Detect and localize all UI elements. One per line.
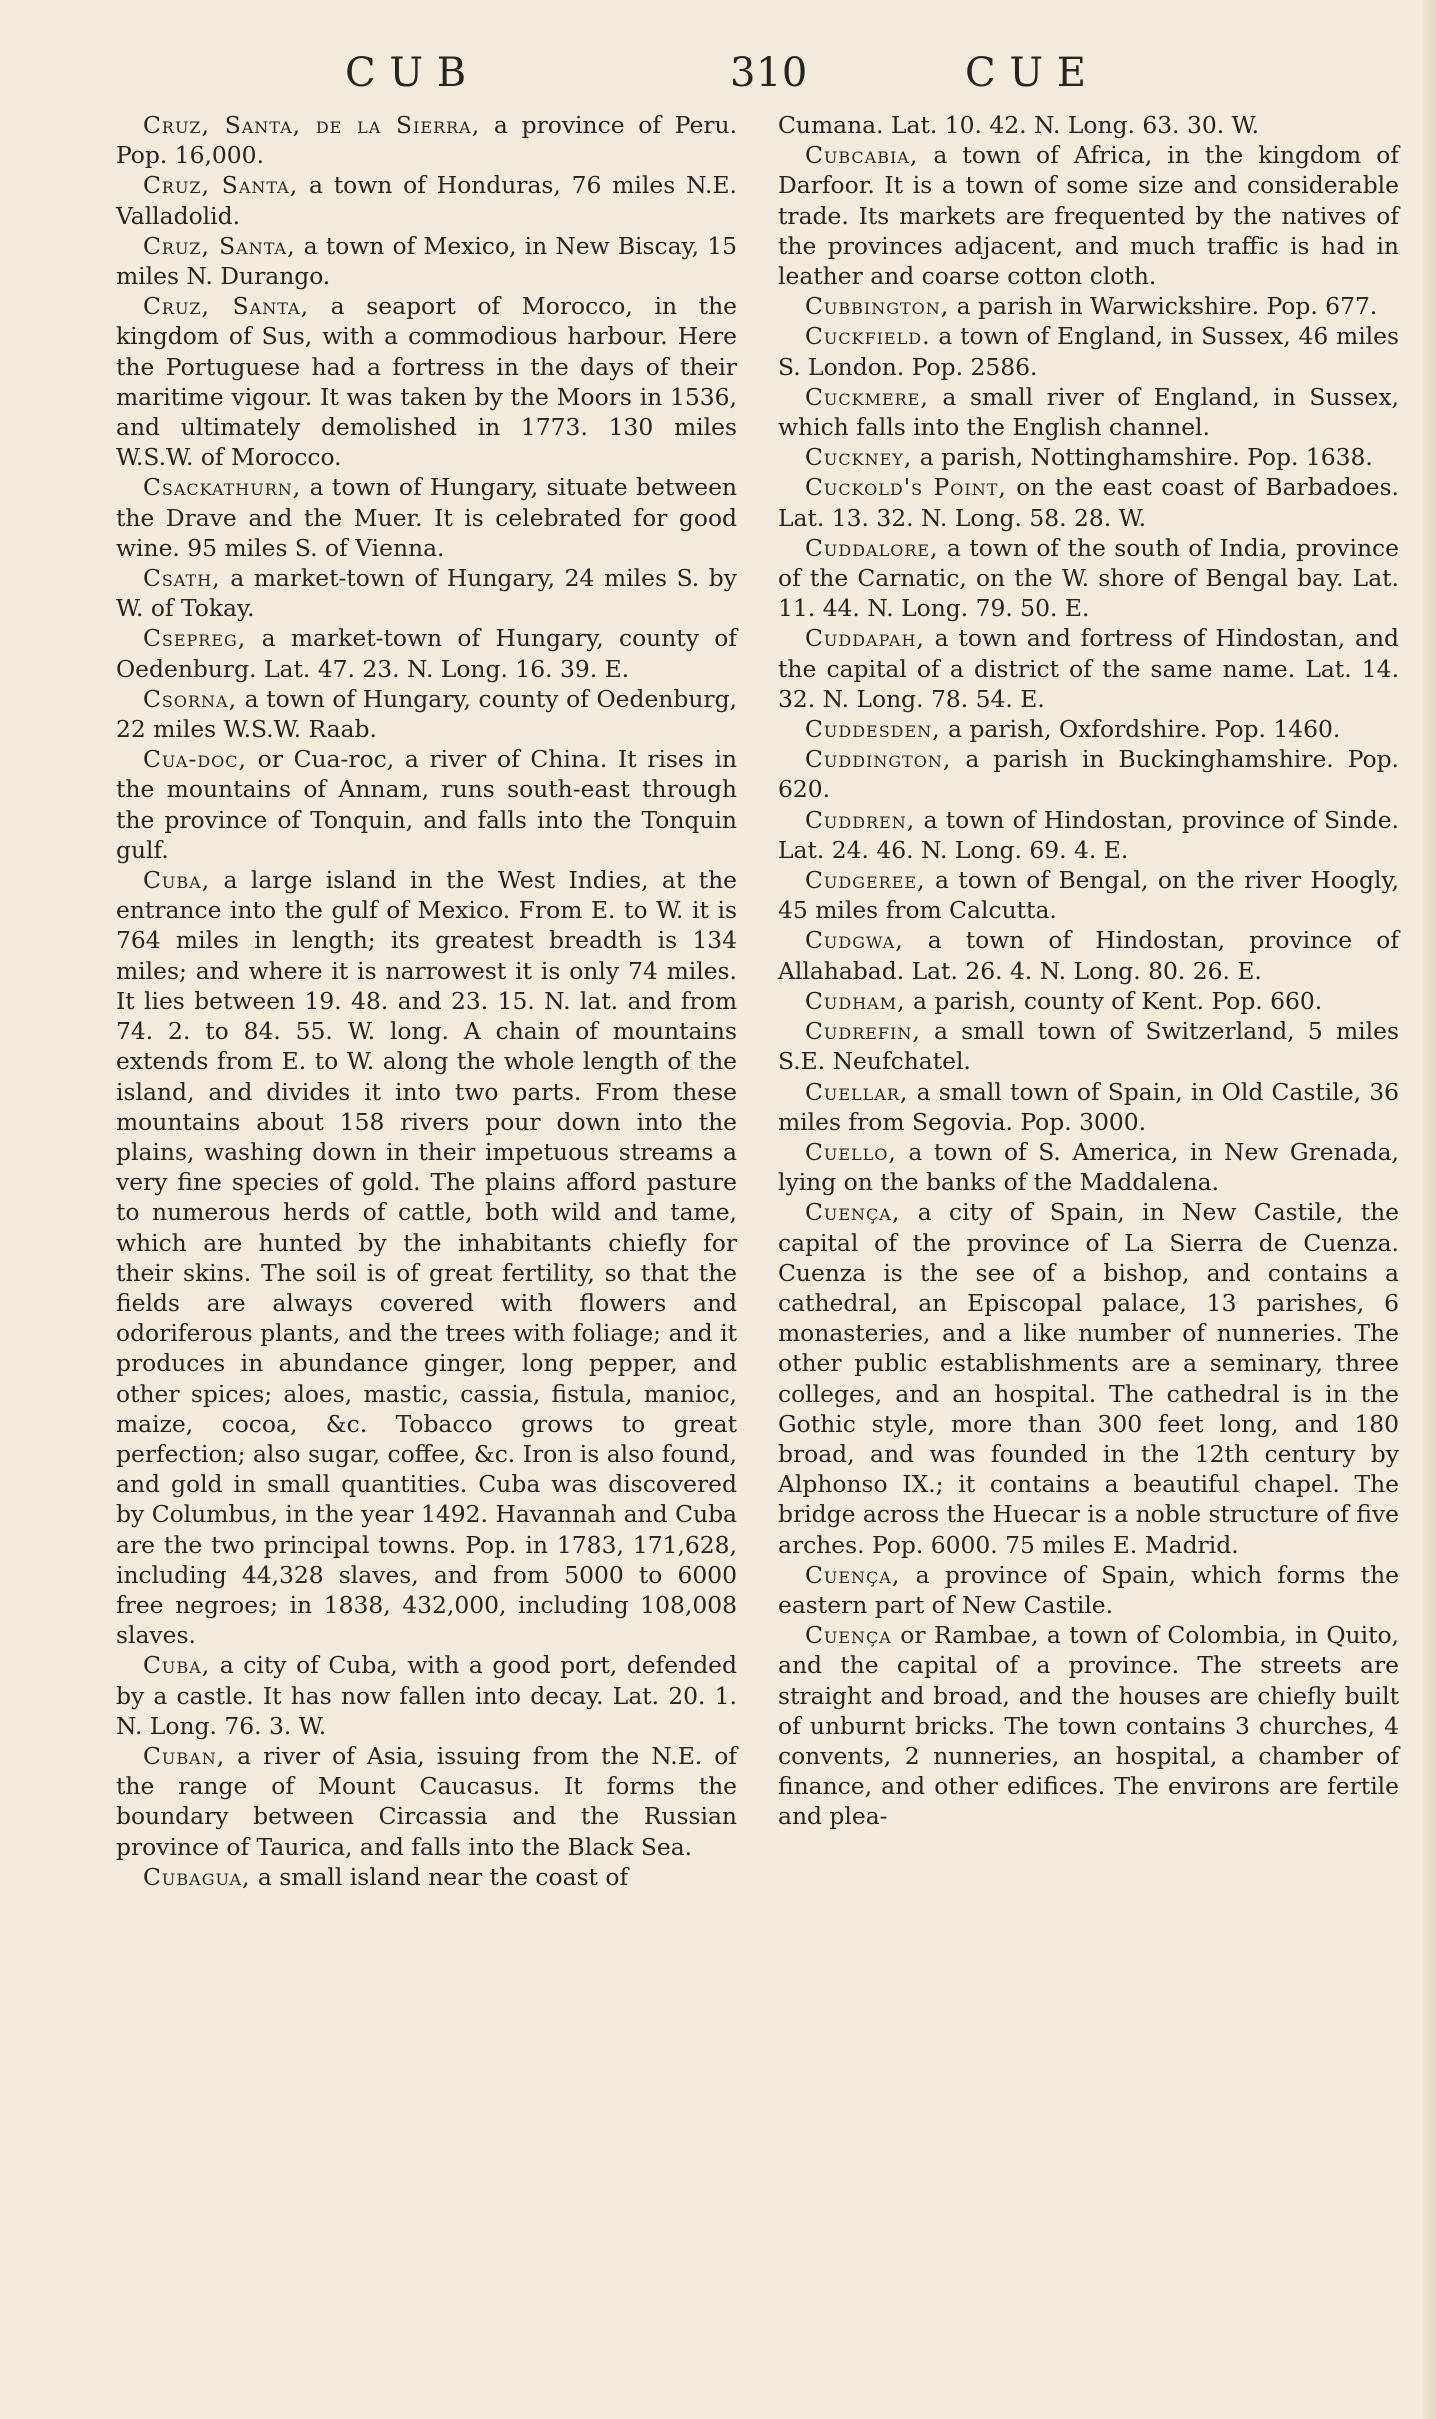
entry-headword: Cudgeree, <box>805 866 926 895</box>
right-column <box>778 110 1399 1832</box>
gazetteer-entry <box>778 1077 1399 1137</box>
gazetteer-entry <box>116 623 737 683</box>
entry-text: a small town of Spain, in Old Castile, 36 miles from Segovia. Pop. 3000. <box>778 1077 1399 1136</box>
entry-text: a city of Spain, in New Castile, the capital of the province of La Sierra de Cuenza. Cuenza is the see of a bishop, and contains a cathedral, an Episcopal palace, 13 parishes, 6 monasteries, and a like number of nunneries. The other public establishments are a seminary, three colleges, and an hospital. The cathedral is in the Gothic style, more than 300 feet long, and 180 broad, and was founded in the 12th century by Alphonso IX.; it contains a beautiful chapel. The bridge across the Huecar is a noble structure of five arches. Pop. 6000. 75 miles E. Madrid. <box>778 1198 1400 1559</box>
entry-text: a province of Spain, which forms the eastern part of New Castile. <box>778 1560 1399 1619</box>
gazetteer-entry <box>778 533 1399 624</box>
gazetteer-entry <box>116 1650 737 1741</box>
gazetteer-entry <box>778 321 1399 381</box>
entry-headword: Cuddapah, <box>805 624 925 653</box>
entry-text: or Rambae, a town of Colombia, in Quito, and the capital of a province. The streets are straight and broad, and the houses are chiefly built of unburnt bricks. The town contains 3 churches, 4 convents, 2 nunneries, an hospital, a chamber of finance, and other edifices. The environs are fertile and plea- <box>778 1621 1399 1831</box>
entry-text: or Cua-roc, a river of China. It rises in the mountains of Annam, runs south-east through the province of Tonquin, and falls into the Tonquin gulf. <box>116 745 737 864</box>
entry-text: a town of S. America, in New Grenada, lying on the banks of the Maddalena. <box>778 1137 1399 1197</box>
entry-text: a small island near the coast of <box>250 1862 629 1891</box>
gazetteer-entry <box>116 744 737 865</box>
entry-headword: Cuença <box>805 1621 892 1650</box>
left-column <box>116 110 737 1892</box>
entry-headword: Csackathurn, <box>143 473 302 502</box>
entry-headword: Cuckold's Point, <box>805 473 1007 502</box>
entry-headword: Cuckmere, <box>805 382 929 411</box>
entry-text: a parish, county of Kent. Pop. 660. <box>905 986 1323 1015</box>
entry-text: a market-town of Hungary, county of Oedenburg. Lat. 47. 23. N. Long. 16. 39. E. <box>116 624 737 683</box>
entry-text: a small town of Switzerland, 5 miles S.E. Neufchatel. <box>778 1017 1399 1076</box>
gazetteer-entry <box>778 865 1399 925</box>
gazetteer-entry <box>116 1741 737 1862</box>
entry-text: a town of Hindostan, province of Allahabad. Lat. 26. 4. N. Long. 80. 26. E. <box>778 926 1399 985</box>
entry-headword: Cudgwa, <box>805 926 904 955</box>
gazetteer-entry <box>116 110 737 170</box>
gazetteer-entry <box>778 442 1399 472</box>
entry-headword: Cuellar, <box>805 1077 909 1106</box>
gazetteer-entry <box>778 714 1399 744</box>
entry-headword: Cuban, <box>143 1741 226 1770</box>
running-header <box>0 50 1436 104</box>
entry-headword: Cuença, <box>805 1560 901 1589</box>
gazetteer-entry <box>116 1862 737 1892</box>
gazetteer-entry <box>778 623 1399 714</box>
entry-headword: Cudham, <box>805 986 906 1015</box>
entry-text: a town of Hungary, county of Oedenburg, 22 miles W.S.W. Raab. <box>116 684 737 744</box>
entry-headword: Cuello, <box>805 1137 897 1166</box>
entry-headword: Cuba, <box>143 1651 211 1680</box>
entry-text: a town of Hindostan, province of Sinde. Lat. 24. 46. N. Long. 69. 4. E. <box>778 805 1399 864</box>
gazetteer-entry <box>116 291 737 472</box>
gazetteer-entry <box>778 140 1399 291</box>
entry-headword: Cubagua, <box>143 1862 251 1891</box>
header-right-guideword: C U E <box>965 50 1087 96</box>
gazetteer-entry <box>116 231 737 291</box>
entry-text: a market-town of Hungary, 24 miles S. by W. of Tokay. <box>116 564 737 623</box>
entry-headword: Csorna, <box>143 684 238 713</box>
entry-headword: Cuddington, <box>805 745 952 774</box>
page-edge <box>1422 0 1436 2419</box>
entry-headword: Cubcabia, <box>805 141 919 170</box>
entry-headword: Cubbington, <box>805 292 950 321</box>
entry-headword: Cruz, Santa, de la Sierra, <box>143 111 481 139</box>
entry-text: a province of Peru. Pop. 16,000. <box>116 111 737 170</box>
entry-headword: Cudrefin, <box>805 1017 921 1046</box>
gazetteer-entry <box>778 472 1399 532</box>
entry-text: a town of Bengal, on the river Hoogly, 45 miles from Calcutta. <box>778 866 1399 925</box>
entry-headword: Cuddalore, <box>805 533 939 562</box>
entry-text: a city of Cuba, with a good port, defended by a castle. It has now fallen into decay. Lat. 20. 1. N. Long. 76. 3. W. <box>116 1651 737 1740</box>
entry-text: a town of England, in Sussex, 46 miles S. London. Pop. 2586. <box>778 322 1399 381</box>
gazetteer-entry <box>778 110 1399 140</box>
entry-text: a seaport of Morocco, in the kingdom of Sus, with a commodious harbour. Here the Portuguese had a fortress in the days of their maritime vigour. It was taken by the Moors in 1536, and ultimately demolished in 1773. 130 miles W.S.W. of Morocco. <box>116 292 737 472</box>
gazetteer-entry <box>778 1137 1399 1197</box>
entry-headword: Cua-doc, <box>143 745 247 774</box>
entry-text: a town of Mexico, in New Biscay, 15 miles N. Durango. <box>116 231 737 291</box>
entry-text: on the east coast of Barbadoes. Lat. 13. 32. N. Long. 58. 28. W. <box>778 473 1399 532</box>
gazetteer-entry <box>116 170 737 230</box>
entry-text: a town and fortress of Hindostan, and the capital of a district of the same name. Lat. 14. 32. N. Long. 78. 54. E. <box>778 624 1399 713</box>
entry-headword: Csath, <box>143 564 221 593</box>
entry-text: a parish, Oxfordshire. Pop. 1460. <box>940 715 1341 744</box>
gazetteer-entry <box>778 291 1399 321</box>
entry-text: Cumana. Lat. 10. 42. N. Long. 63. 30. W. <box>778 111 1260 139</box>
entry-headword: Cuença, <box>805 1198 901 1227</box>
page-number: 310 <box>730 50 808 96</box>
entry-text: a parish in Warwickshire. Pop. 677. <box>949 292 1378 321</box>
entry-headword: Cuckney, <box>805 443 913 472</box>
entry-text: a town of the south of India, province of the Carnatic, on the W. shore of Bengal bay. Lat. 11. 44. N. Long. 79. 50. E. <box>778 533 1399 623</box>
entry-text: a parish in Buckinghamshire. Pop. 620. <box>778 745 1399 804</box>
gazetteer-entry <box>116 865 737 1650</box>
gazetteer-entry <box>778 1560 1399 1620</box>
entry-text: a town of Africa, in the kingdom of Darfoor. It is a town of some size and considerable trade. Its markets are frequented by the natives of the provinces adjacent, and much traffic is had in leather and coarse cotton cloth. <box>778 141 1399 291</box>
header-left-guideword: C U B <box>345 50 467 96</box>
entry-text: a parish, Nottinghamshire. Pop. 1638. <box>912 443 1373 472</box>
gazetteer-entry <box>778 1016 1399 1076</box>
entry-text: a town of Hungary, situate between the Drave and the Muer. It is celebrated for good wine. 95 miles S. of Vienna. <box>116 473 737 562</box>
entry-text: a town of Honduras, 76 miles N.E. Valladolid. <box>116 171 737 230</box>
gazetteer-entry <box>778 986 1399 1016</box>
gazetteer-entry <box>116 472 737 563</box>
gazetteer-entry <box>116 563 737 623</box>
entry-headword: Cruz, Santa, <box>143 171 299 200</box>
entry-text: a river of Asia, issuing from the N.E. of the range of Mount Caucasus. It forms the boundary between Circassia and the Russian province of Taurica, and falls into the Black Sea. <box>116 1741 737 1861</box>
entry-headword: Cuddesden, <box>805 715 941 744</box>
gazetteer-entry <box>778 382 1399 442</box>
entry-headword: Csepreg, <box>143 624 247 653</box>
entry-headword: Cruz, Santa, <box>143 231 296 260</box>
gazetteer-entry <box>778 925 1399 985</box>
gazetteer-entry <box>778 805 1399 865</box>
gazetteer-entry <box>778 1197 1399 1559</box>
entry-text: a large island in the West Indies, at the entrance into the gulf of Mexico. From E. to W. it is 764 miles in length; its greatest breadth is 134 miles; and where it is narrowest it is only 74 miles. It lies between 19. 48. and 23. 15. N. lat. and from 74. 2. to 84. 55. W. long. A chain of mountains extends from E. to W. along the whole length of the island, and divides it into two parts. From these mountains about 158 rivers pour down into the plains, washing down in their impetuous streams a very fine species of gold. The plains afford pasture to numerous herds of cattle, both wild and tame, which are hunted by the inhabitants chiefly for their skins. The soil is of great fertility, so that the fields are always covered with flowers and odoriferous plants, and the trees with foliage; and it produces in abundance ginger, long pepper, and other spices; aloes, mastic, cassia, fistula, manioc, maize, cocoa, &c. Tobacco grows to great perfection; also sugar, coffee, &c. Iron is also found, and gold in small quantities. Cuba was discovered by Columbus, in the year 1492. Havannah and Cuba are the two principal towns. Pop. in 1783, 171,628, including 44,328 slaves, and from 5000 to 6000 free negroes; in 1838, 432,000, including 108,008 slaves. <box>116 866 737 1650</box>
entry-headword: Cruz, Santa, <box>143 292 310 321</box>
gazetteer-entry <box>116 684 737 744</box>
entry-headword: Cuddren, <box>805 805 916 834</box>
entry-headword: Cuckfield. <box>805 322 931 351</box>
gazetteer-entry <box>778 1620 1399 1831</box>
entry-headword: Cuba, <box>143 866 211 895</box>
entry-text: a small river of England, in Sussex, which falls into the English channel. <box>778 382 1399 442</box>
gazetteer-entry <box>778 744 1399 804</box>
